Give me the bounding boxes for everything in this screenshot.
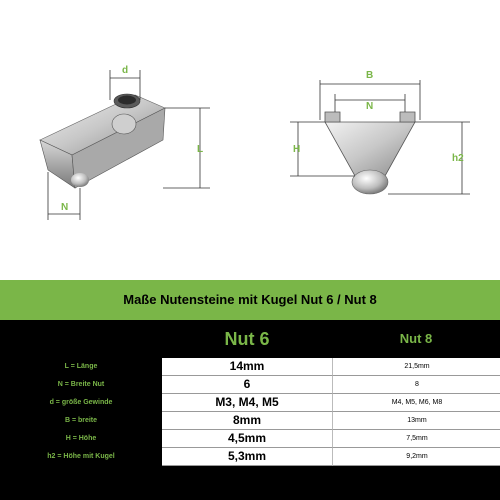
cell-nut6: 5,3mm [162,448,332,466]
dimensions-table [0,280,500,500]
cell-nut8: 7,5mm [332,430,500,448]
table-row [0,376,500,394]
dim-h2-label: h2 [452,153,464,164]
cell-nut6: 8mm [162,412,332,430]
cell-nut8: 9,2mm [332,448,500,466]
dim-H-label: H [293,144,301,155]
cell-nut6: M3, M4, M5 [162,394,332,412]
column-header-nut6: Nut 6 [224,329,270,349]
cell-nut8: M4, M5, M6, M8 [332,394,500,412]
column-header-nut8: Nut 8 [399,331,433,346]
table-header-row [0,320,500,358]
row-label: L = Länge [64,363,98,370]
table-row [0,412,500,430]
cell-nut6: 4,5mm [162,430,332,448]
dim-B-label: B [366,70,374,81]
slot-nut-iso-view [40,94,165,188]
dim-N-right-label: N [366,101,374,112]
table-row [0,358,500,376]
cell-nut6: 6 [162,376,332,394]
table-title: Maße Nutensteine mit Kugel Nut 6 / Nut 8 [0,280,500,320]
cell-nut8: 8 [332,376,500,394]
dim-d-label: d [122,65,129,76]
table-row [0,394,500,412]
table-row [0,430,500,448]
row-label: B = breite [64,417,98,424]
cell-nut8: 21,5mm [332,358,500,376]
row-label: N = Breite Nut [57,381,105,388]
row-label: d = größe Gewinde [49,399,113,406]
row-label: H = Höhe [65,435,97,442]
row-label: h2 = Höhe mit Kugel [47,453,115,460]
slot-nut-front-view [325,112,415,194]
table-row [0,448,500,466]
dim-L-label: L [197,144,204,155]
dim-N-left-label: N [61,202,69,213]
cell-nut6: 14mm [162,358,332,376]
cell-nut8: 13mm [332,412,500,430]
